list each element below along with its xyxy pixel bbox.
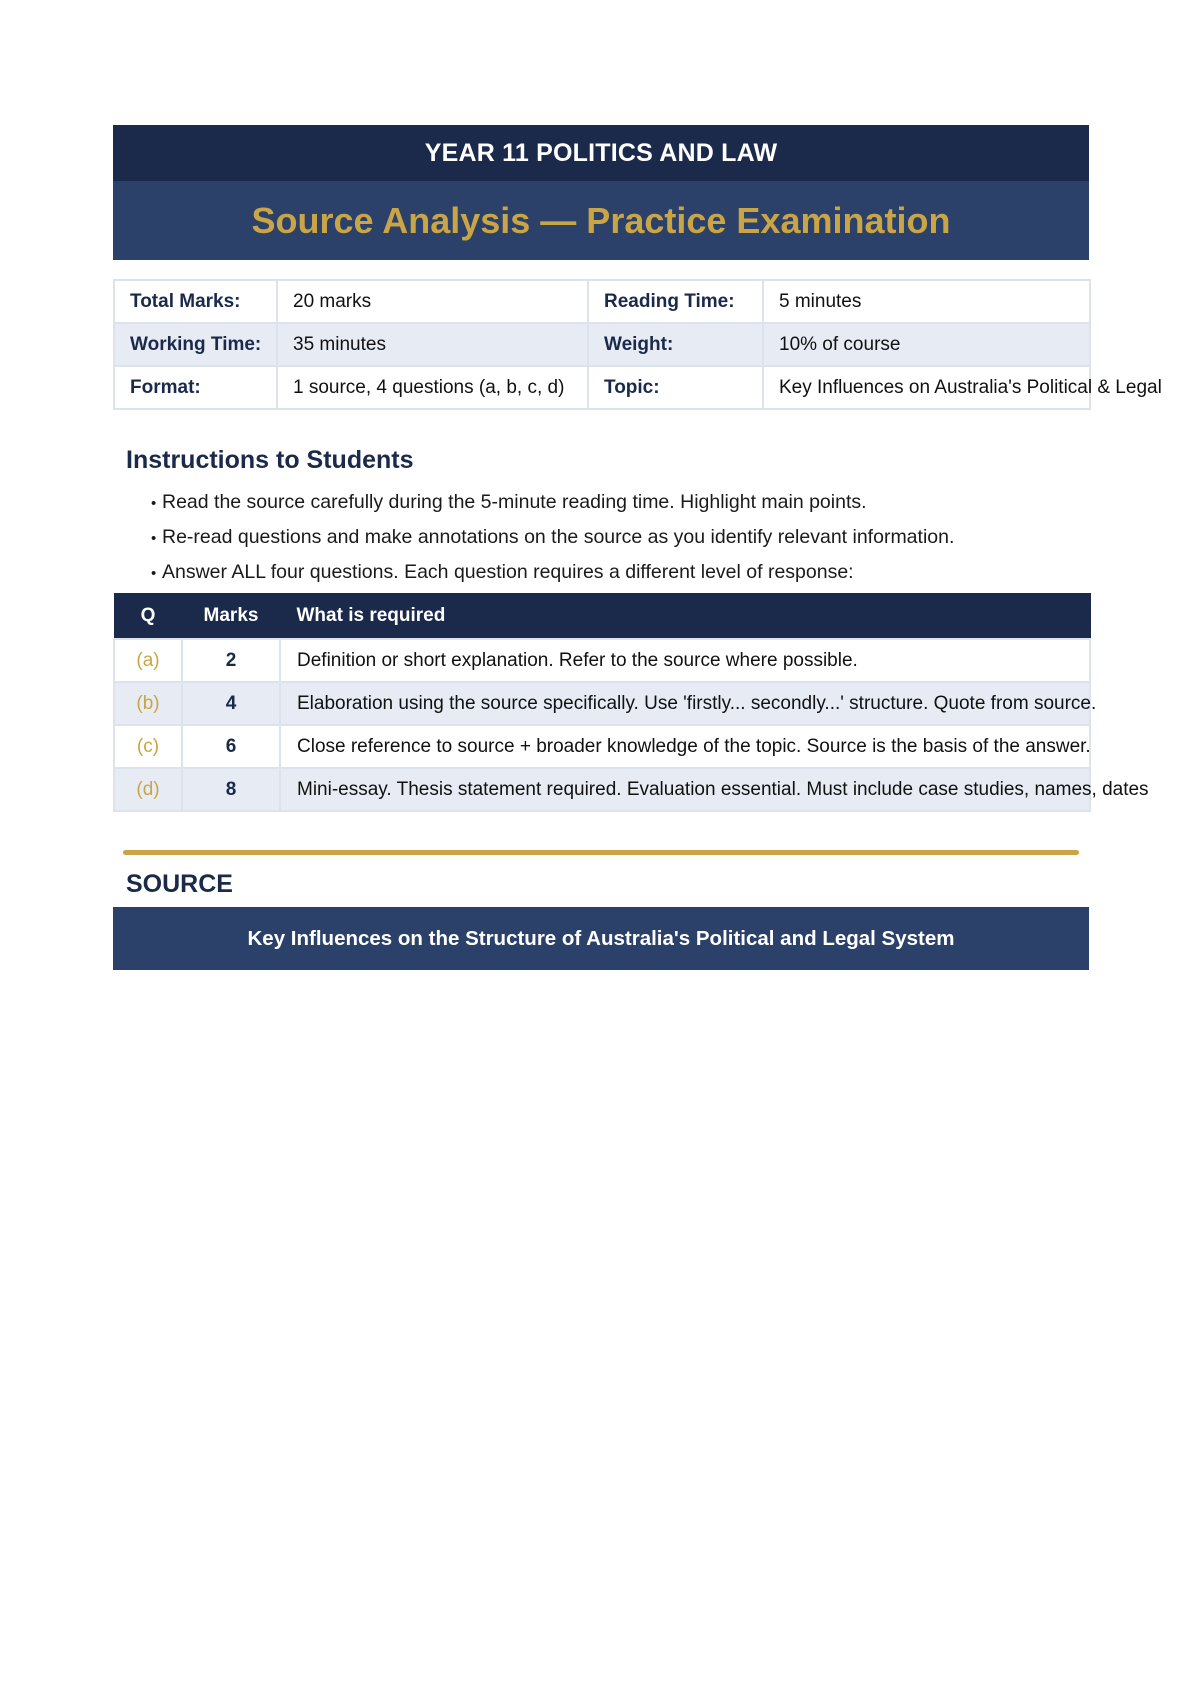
instructions-heading: Instructions to Students	[126, 446, 414, 474]
exam-title: Source Analysis — Practice Examination	[251, 199, 951, 241]
subject-banner	[113, 125, 1089, 181]
topic-label: Topic:	[588, 366, 763, 409]
weight-label: Weight:	[588, 323, 763, 366]
subject-title: YEAR 11 POLITICS AND LAW	[424, 138, 778, 167]
total-marks-value: 20 marks	[277, 280, 588, 323]
instructions-list	[113, 485, 1089, 590]
column-header-required: What is required	[280, 594, 1090, 640]
instruction-text: Read the source carefully during the 5-minute reading time. Highlight main points.	[162, 491, 867, 513]
question-requirement: Mini-essay. Thesis statement required. Evaluation essential. Must include case studies, names, dates	[280, 768, 1090, 811]
instruction-text: Re-read questions and make annotations on the source as you identify relevant information.	[162, 526, 955, 548]
exam-info-row	[114, 323, 1090, 366]
source-heading: SOURCE	[126, 870, 233, 898]
question-marks: 2	[182, 639, 280, 682]
table-header-row	[114, 594, 1090, 640]
list-item	[151, 520, 1089, 555]
reading-time-value: 5 minutes	[763, 280, 1090, 323]
working-time-value: 35 minutes	[277, 323, 588, 366]
format-value: 1 source, 4 questions (a, b, c, d)	[277, 366, 588, 409]
question-table	[113, 593, 1149, 812]
question-requirement: Elaboration using the source specifically. Use 'firstly... secondly...' structure. Quote from source.	[280, 682, 1090, 725]
question-requirement: Definition or short explanation. Refer to the source where possible.	[280, 639, 1090, 682]
question-id: (a)	[114, 639, 182, 682]
bullet-icon: •	[151, 565, 157, 582]
total-marks-label: Total Marks:	[114, 280, 277, 323]
title-banner	[113, 181, 1089, 260]
question-id: (d)	[114, 768, 182, 811]
question-marks: 6	[182, 725, 280, 768]
weight-value: 10% of course	[763, 323, 1090, 366]
exam-info-row	[114, 366, 1090, 409]
table-row	[114, 639, 1090, 682]
table-row	[114, 768, 1090, 811]
question-requirement: Close reference to source + broader knowledge of the topic. Source is the basis of the answer.	[280, 725, 1090, 768]
bullet-icon: •	[151, 530, 157, 547]
list-item	[151, 555, 1089, 590]
list-item	[151, 485, 1089, 520]
question-marks: 8	[182, 768, 280, 811]
format-label: Format:	[114, 366, 277, 409]
instruction-text: Answer ALL four questions. Each question requires a different level of response:	[162, 561, 854, 583]
section-divider	[123, 850, 1079, 855]
reading-time-label: Reading Time:	[588, 280, 763, 323]
question-marks: 4	[182, 682, 280, 725]
table-row	[114, 682, 1090, 725]
exam-info-table	[113, 279, 1162, 410]
source-title-banner	[113, 907, 1089, 970]
bullet-icon: •	[151, 495, 157, 512]
exam-page	[113, 125, 1162, 970]
exam-info-row	[114, 280, 1090, 323]
question-id: (c)	[114, 725, 182, 768]
question-id: (b)	[114, 682, 182, 725]
working-time-label: Working Time:	[114, 323, 277, 366]
table-row	[114, 725, 1090, 768]
topic-value: Key Influences on Australia's Political & Legal	[763, 366, 1090, 409]
column-header-marks: Marks	[182, 594, 280, 640]
source-title: Key Influences on the Structure of Australia's Political and Legal System	[247, 926, 955, 950]
column-header-q: Q	[114, 594, 182, 640]
